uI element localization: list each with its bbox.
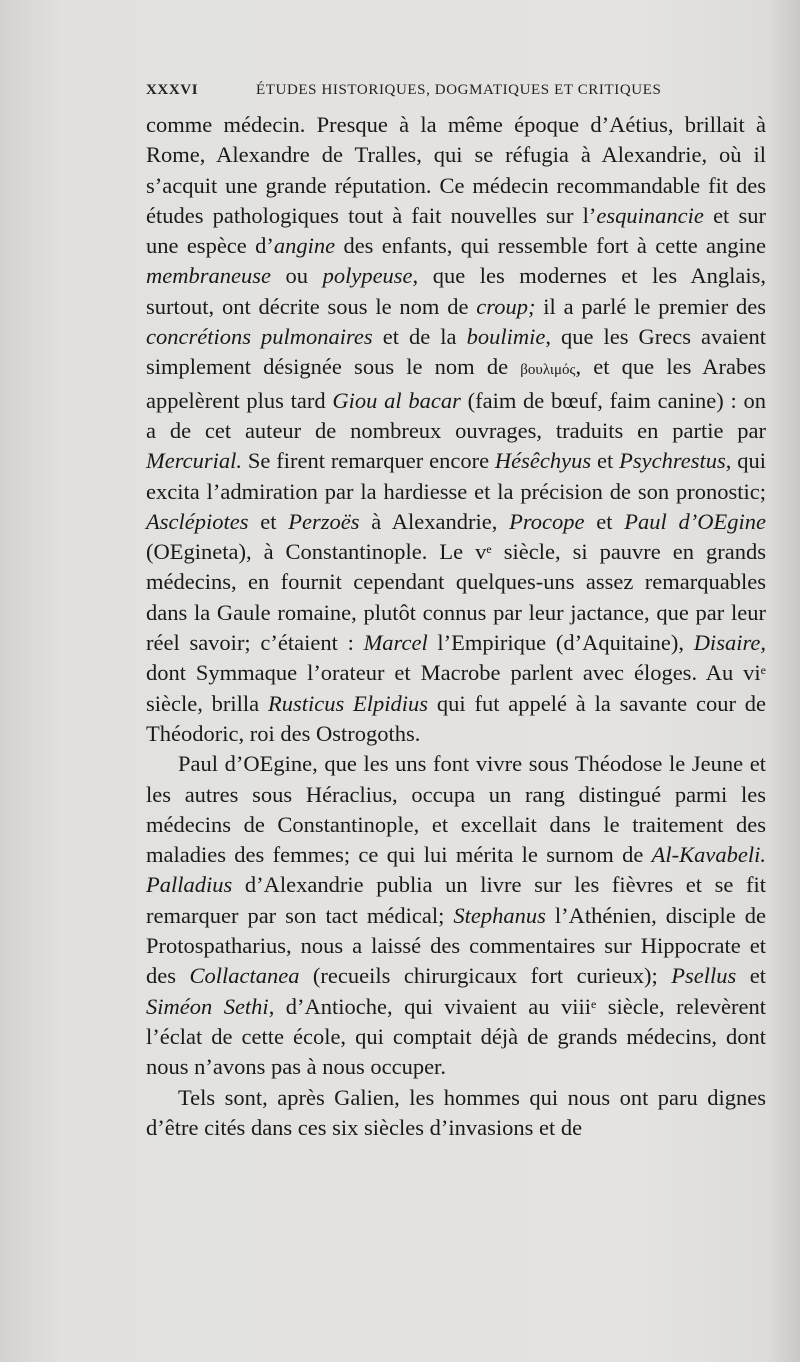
text: et sur une espèce d’	[146, 202, 766, 259]
text: , qui excita l’admiration par la hardiesse et la précision de son pronostic;	[146, 448, 766, 504]
ordinal-suffix: e	[590, 996, 597, 1011]
text: il a parlé le premier des	[535, 293, 766, 319]
text: siècle, relevèrent l’éclat de cette école, qui comptait déjà de grands médecins, dont nous n’avons pas à nous occuper.	[146, 993, 766, 1080]
text: et	[248, 508, 289, 534]
text: l’Athénien, disciple de Protospatharius, nous a laissé des commentaires sur Hippocrate et des	[146, 902, 766, 989]
text: et	[584, 508, 625, 534]
body-text	[146, 110, 766, 1143]
text: , et que les Arabes appelèrent plus tard	[146, 354, 766, 413]
italic-term: Collactanea	[189, 963, 300, 989]
italic-term: Hésêchyus	[494, 448, 592, 474]
text: et	[591, 448, 620, 474]
italic-term: polypeuse	[322, 263, 413, 289]
italic-term: angine	[273, 233, 336, 259]
century-numeral: v	[475, 539, 487, 565]
paragraph-1	[146, 110, 766, 749]
text: et	[736, 963, 766, 989]
italic-term: Perzoës	[288, 508, 360, 534]
paragraph-2	[146, 749, 766, 1082]
italic-term: Psychrestus	[619, 448, 726, 474]
text: l’Empirique (d’Aquitaine),	[427, 630, 694, 656]
text: siècle, brilla	[146, 690, 268, 716]
italic-term: Disaire,	[693, 630, 766, 656]
text: ou	[270, 263, 323, 289]
text: siècle, si pauvre en grands médecins, en fournit cependant quelques-uns assez remarquables dans la Gaule romaine, plutôt connus par leur jactance, que par leur réel savoir; c’étaient :	[146, 539, 766, 656]
italic-term: Mercurial.	[146, 448, 243, 474]
italic-term: Psellus	[671, 963, 737, 989]
italic-term: esquinancie	[596, 202, 704, 228]
text: dont Symmaque l’orateur et Macrobe parlent avec éloges. Au	[146, 660, 744, 686]
text: (recueils chirurgicaux fort curieux);	[299, 963, 672, 989]
ordinal-suffix: e	[760, 663, 766, 678]
century-numeral: viii	[560, 993, 591, 1019]
italic-term: boulimie	[466, 324, 546, 350]
text: (OEgineta), à Constantinople. Le	[146, 539, 476, 565]
ordinal-suffix: e	[486, 542, 492, 557]
text: , que les Grecs avaient simplement désignée sous le nom de	[146, 324, 767, 380]
italic-term: Siméon Sethi	[146, 993, 269, 1019]
text: qui fut appelé à la savante cour de Théodoric, roi des Ostrogoths.	[146, 690, 767, 746]
paragraph-3	[146, 1083, 766, 1144]
text: et de la	[372, 324, 467, 350]
page-number: XXXVI	[146, 82, 199, 98]
italic-term: Giou al bacar	[332, 387, 461, 413]
italic-term: Paul d’OEgine	[624, 508, 766, 534]
text: (faim de bœuf, faim canine) : on a de cet auteur de nombreux ouvrages, traduits en partie par	[146, 387, 767, 443]
italic-term: concrétions pulmonaires	[146, 324, 373, 350]
greek-word: βουλιμός	[520, 362, 576, 379]
text: , que les modernes et les Anglais, surtout, ont décrite sous le nom de	[146, 263, 766, 319]
text: Tels sont, après Galien, les hommes qui nous ont paru dignes d’être cités dans ces six siècles d’invasions et de	[146, 1084, 766, 1140]
italic-term: Marcel	[363, 630, 428, 656]
italic-term: Al-Kavabeli.	[651, 842, 766, 868]
text: à Alexandrie,	[359, 508, 510, 534]
text: d’Alexandrie publia un livre sur les fièvres et se fit remarquer par son tact médical;	[146, 872, 766, 928]
text: Paul d’OEgine, que les uns font vivre sous Théodose le Jeune et les autres sous Héraclius, occupa un rang distingué parmi les médecins de Constantinople, et excellait dans le traitement des maladies des femmes; ce qui lui mérita le surnom de	[146, 751, 766, 868]
text: Se firent remarquer encore	[242, 448, 495, 474]
running-title: ÉTUDES HISTORIQUES, DOGMATIQUES ET CRITIQUES	[256, 82, 662, 98]
italic-term: Rusticus Elpidius	[267, 690, 429, 716]
century-numeral: vi	[743, 660, 761, 686]
text: , d’Antioche, qui vivaient au	[268, 993, 561, 1019]
italic-term: Stephanus	[453, 902, 546, 928]
text: comme médecin. Presque à la même époque d’Aétius, brillait à Rome, Alexandre de Tralles, qui se réfugia à Alexandrie, où il s’acquit une grande réputation. Ce médecin recommandable fit des études pathologiques tout à fait nouvelles sur l’	[146, 112, 766, 228]
italic-term: Asclépiotes	[146, 508, 249, 534]
italic-term: croup;	[476, 293, 536, 319]
text: des enfants, qui ressemble fort à cette angine	[335, 233, 767, 259]
italic-term: Palladius	[146, 872, 233, 898]
italic-term: membraneuse	[146, 263, 271, 289]
italic-term: Procope	[509, 508, 585, 534]
